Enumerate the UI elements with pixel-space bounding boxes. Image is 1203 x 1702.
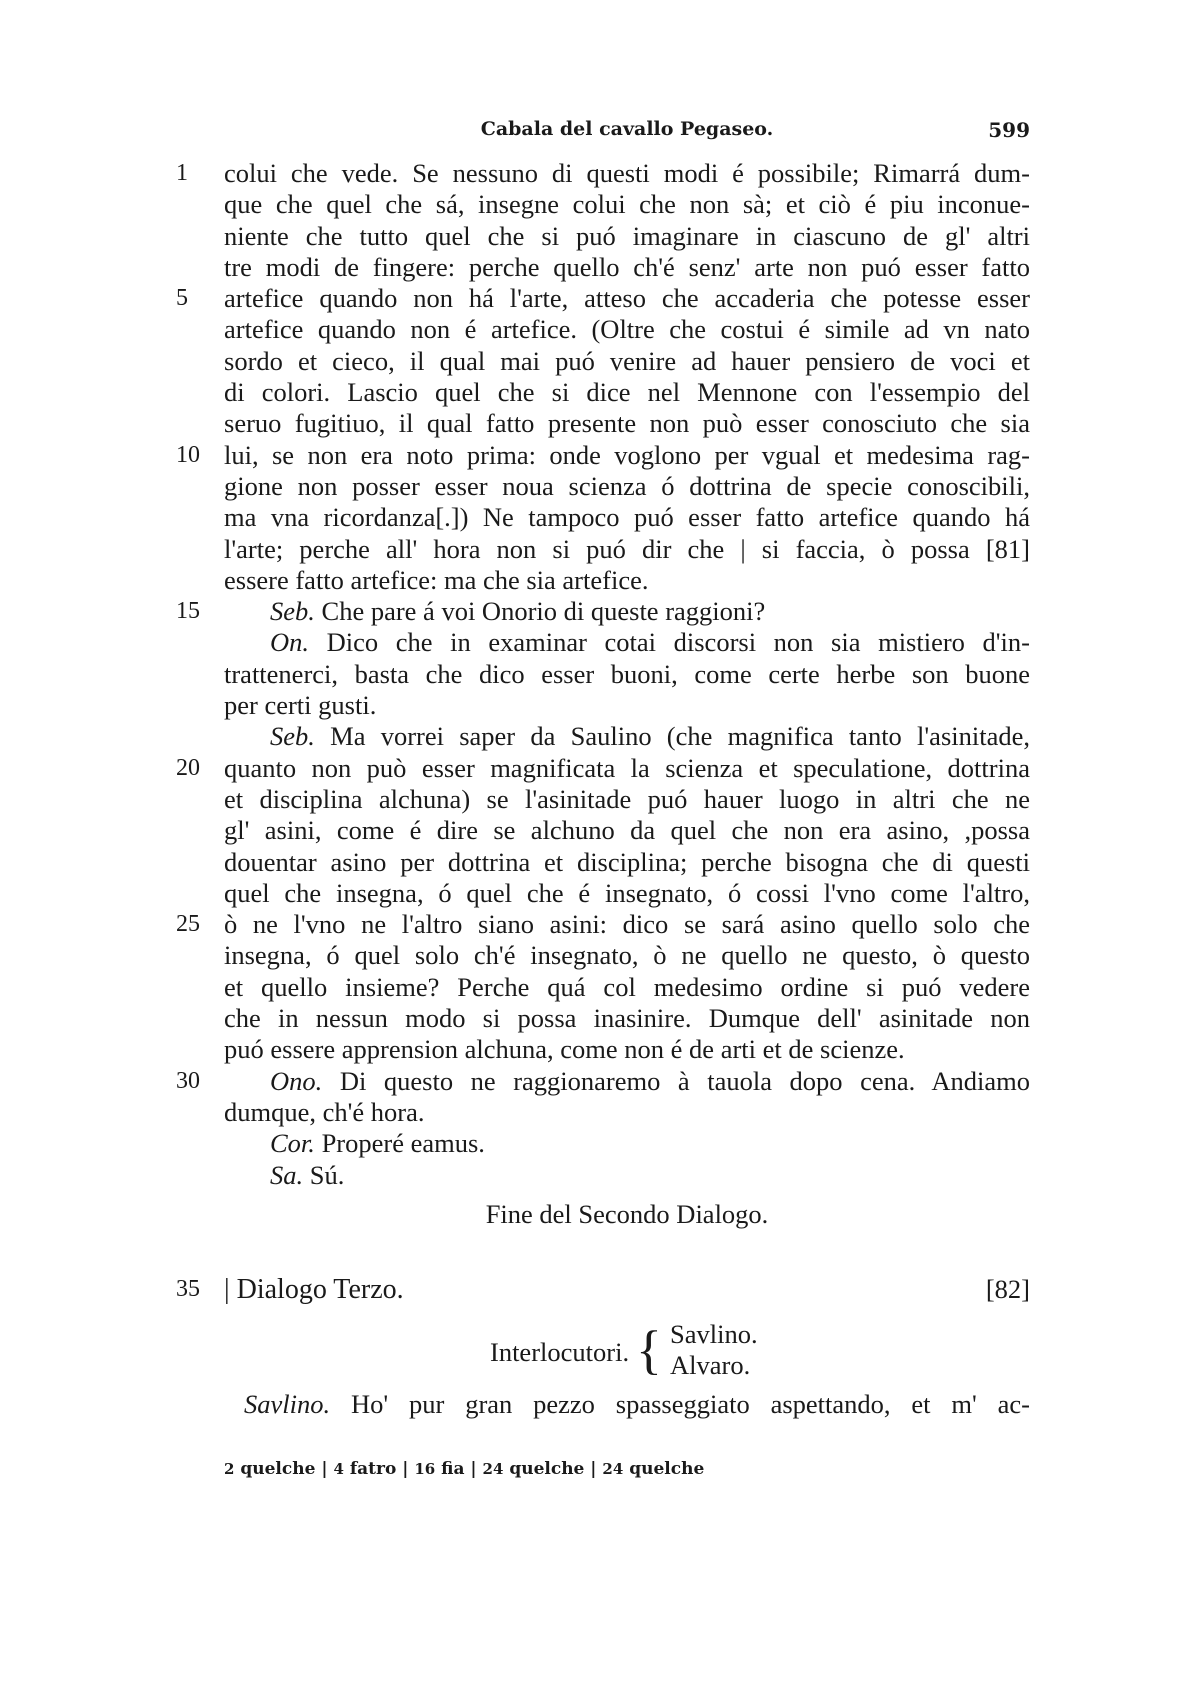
- text-line: [224, 1097, 1030, 1128]
- text-line: [176, 596, 1030, 627]
- line-text: insegna, ó quel solo ch'é insegnato, ò ne quello ne questo, ò questo: [224, 940, 1030, 971]
- line-number: 30: [176, 1067, 200, 1094]
- line-text: colui che vede. Se nessuno di questi modi é possibile; Rimarrá dum-: [224, 158, 1030, 188]
- text-line: [176, 158, 1030, 189]
- text-line: [224, 565, 1030, 596]
- text-line: [224, 878, 1030, 909]
- final-line: [224, 1389, 1030, 1420]
- line-text: sordo et cieco, il qual mai puó venire ad hauer pensiero de voci et: [224, 345, 1030, 376]
- footnote-separator: |: [464, 1459, 483, 1479]
- text-line: [224, 690, 1030, 721]
- line-text: gl' asini, come é dire se alchuno da quel che non era asino, ,possa: [224, 815, 1030, 846]
- footnote-line-number: 4: [333, 1460, 344, 1478]
- cast-name: Savlino.: [670, 1319, 758, 1350]
- footnote-separator: |: [315, 1459, 334, 1479]
- footnote-item: [602, 1459, 704, 1479]
- line-text: Che pare á voi Onorio di queste raggioni?: [314, 596, 766, 627]
- text-line: [224, 1160, 1030, 1191]
- text-line: [224, 627, 1030, 658]
- line-text: artefice quando non há l'arte, atteso che accaderia che potesse esser: [224, 283, 1030, 314]
- line-number: 15: [176, 598, 200, 625]
- line-text: Ho' pur gran pezzo spasseggiato aspettando, et m' ac-: [330, 1389, 1030, 1420]
- page-number: 599: [988, 118, 1030, 142]
- text-line: [224, 721, 1030, 752]
- text-line: [224, 314, 1030, 345]
- text-line: [176, 752, 1030, 784]
- line-text: ma vna ricordanza[.]) Ne tampoco puó esser fatto artefice quando há: [224, 502, 1030, 533]
- text-line: [224, 534, 1030, 565]
- speaker-name: Seb.: [270, 596, 315, 627]
- footnote-line-number: 2: [224, 1460, 235, 1478]
- line-text: niente che tutto quel che si puó imaginare in ciascuno de gl' altri: [224, 220, 1030, 251]
- line-text: di colori. Lascio quel che si dice nel Mennone con l'essempio del: [224, 377, 1030, 408]
- line-text: seruo fugitiuo, il qual fatto presente non può esser conosciuto che sia: [224, 408, 1030, 439]
- line-number: 10: [176, 441, 200, 468]
- running-head: Cabala del cavallo Pegaseo.: [480, 118, 774, 140]
- footnote-item: [414, 1459, 464, 1479]
- footnote-text: fia: [441, 1459, 465, 1479]
- text-lines: [176, 158, 1030, 1191]
- cast-label: Interlocutori.: [490, 1337, 630, 1368]
- closing-line: [224, 1199, 1030, 1230]
- line-text: essere fatto artefice: ma che sia artefice.: [224, 564, 649, 595]
- text-line: [224, 972, 1030, 1003]
- page-header: [224, 118, 1030, 148]
- speaker-name: Sa.: [270, 1159, 304, 1190]
- speaker-name: Cor.: [270, 1128, 315, 1159]
- line-text: trattenerci, basta che dico esser buoni, come certe herbe son buone: [224, 658, 1030, 689]
- footnote-line-number: 24: [602, 1460, 624, 1478]
- brace-glyph: {: [636, 1320, 662, 1381]
- line-text: et quello insieme? Perche quá col medesimo ordine si puó vedere: [224, 971, 1030, 1002]
- footnote-line-number: 16: [414, 1460, 436, 1478]
- text-line: [224, 659, 1030, 690]
- section-title: | Dialogo Terzo.: [224, 1274, 404, 1306]
- line-text: Dico che in examinar cotai discorsi non sia mistiero d'in-: [309, 627, 1030, 658]
- text-line: [224, 1034, 1030, 1065]
- line-text: ò ne l'vno ne l'altro siano asini: dico se sará asino quello solo che: [224, 909, 1030, 940]
- footnote-separator: |: [396, 1459, 415, 1479]
- line-text: dumque, ch'é hora.: [224, 1096, 425, 1127]
- page-reference: [82]: [985, 1274, 1030, 1305]
- footnote-item: [224, 1459, 315, 1479]
- line-text: quel che insegna, ó quel che é insegnato, ó cossi l'vno come l'altro,: [224, 877, 1030, 908]
- text-line: [224, 784, 1030, 815]
- line-text: et disciplina alchuna) se l'asinitade puó hauer luogo in altri che ne: [224, 783, 1030, 814]
- text-line: [224, 252, 1030, 283]
- section-heading: [176, 1274, 1030, 1306]
- closing-text: Fine del Secondo Dialogo.: [485, 1198, 769, 1229]
- body-text: [176, 158, 1030, 1421]
- text-line: [224, 189, 1030, 220]
- text-line: [176, 1065, 1030, 1097]
- footnote-text: quelche: [629, 1459, 705, 1479]
- text-line: [176, 283, 1030, 314]
- speaker-name: Ono.: [270, 1065, 323, 1096]
- line-text: que che quel che sá, insegne colui che non sà; et ciò é piu inconue-: [224, 189, 1030, 220]
- line-text: artefice quando non é artefice. (Oltre che costui é simile ad vn nato: [224, 314, 1030, 345]
- line-text: Di questo ne raggionaremo à tauola dopo cena. Andiamo: [322, 1065, 1030, 1096]
- footnote-item: [333, 1459, 396, 1479]
- cast-list: [224, 1319, 1030, 1385]
- line-text: quanto non può esser magnificata la scienza et speculatione, dottrina: [224, 752, 1030, 783]
- speaker-name: Seb.: [270, 721, 315, 752]
- footnotes: [224, 1459, 1030, 1479]
- text-line: [224, 815, 1030, 846]
- footnote-item: [483, 1459, 585, 1479]
- cast-names: [670, 1319, 758, 1381]
- text-line: [224, 1128, 1030, 1159]
- line-number: 1: [176, 160, 188, 186]
- line-text: per certi gusti.: [224, 690, 377, 721]
- text-line: [224, 221, 1030, 252]
- cast-name: Alvaro.: [670, 1350, 751, 1381]
- footnote-text: quelche: [509, 1459, 585, 1479]
- text-line: [224, 940, 1030, 971]
- footnote-text: fatro: [349, 1459, 397, 1479]
- line-text: lui, se non era noto prima: onde voglono per vgual et medesima rag-: [224, 439, 1030, 470]
- text-line: [176, 439, 1030, 471]
- line-text: Properé eamus.: [314, 1128, 485, 1159]
- text-line: [224, 346, 1030, 377]
- line-text: douentar asino per dottrina et disciplina; perche bisogna che di questi: [224, 846, 1030, 877]
- line-text: tre modi de fingere: perche quello ch'é senz' arte non puó esser fatto: [224, 251, 1030, 282]
- line-number: 20: [176, 754, 200, 781]
- footnote-separator: |: [584, 1459, 603, 1479]
- footnote-text: quelche: [240, 1459, 316, 1479]
- line-text: puó essere apprension alchuna, come non é de arti et de scienze.: [224, 1034, 905, 1065]
- text-line: [224, 847, 1030, 878]
- line-text: gione non posser esser noua scienza ó dottrina de specie conoscibili,: [224, 470, 1030, 501]
- line-text: che in nessun modo si possa inasinire. Dumque dell' asinitade non: [224, 1003, 1030, 1034]
- line-number: 5: [176, 285, 188, 312]
- line-text: Ma vorrei saper da Saulino (che magnifica tanto l'asinitade,: [314, 721, 1030, 752]
- line-text: Sú.: [303, 1159, 345, 1190]
- text-line: [224, 471, 1030, 502]
- text-line: [224, 502, 1030, 533]
- speaker-name: On.: [270, 627, 310, 658]
- footnote-line-number: 24: [482, 1460, 504, 1478]
- text-line: [224, 1003, 1030, 1034]
- text-line: [176, 909, 1030, 940]
- text-line: [224, 377, 1030, 408]
- line-number: 25: [176, 911, 200, 938]
- speaker-name: Savlino.: [244, 1389, 331, 1420]
- text-line: [224, 408, 1030, 439]
- line-number: 35: [176, 1276, 200, 1303]
- line-text: l'arte; perche all' hora non si puó dir che | si faccia, ò possa [81]: [224, 533, 1030, 564]
